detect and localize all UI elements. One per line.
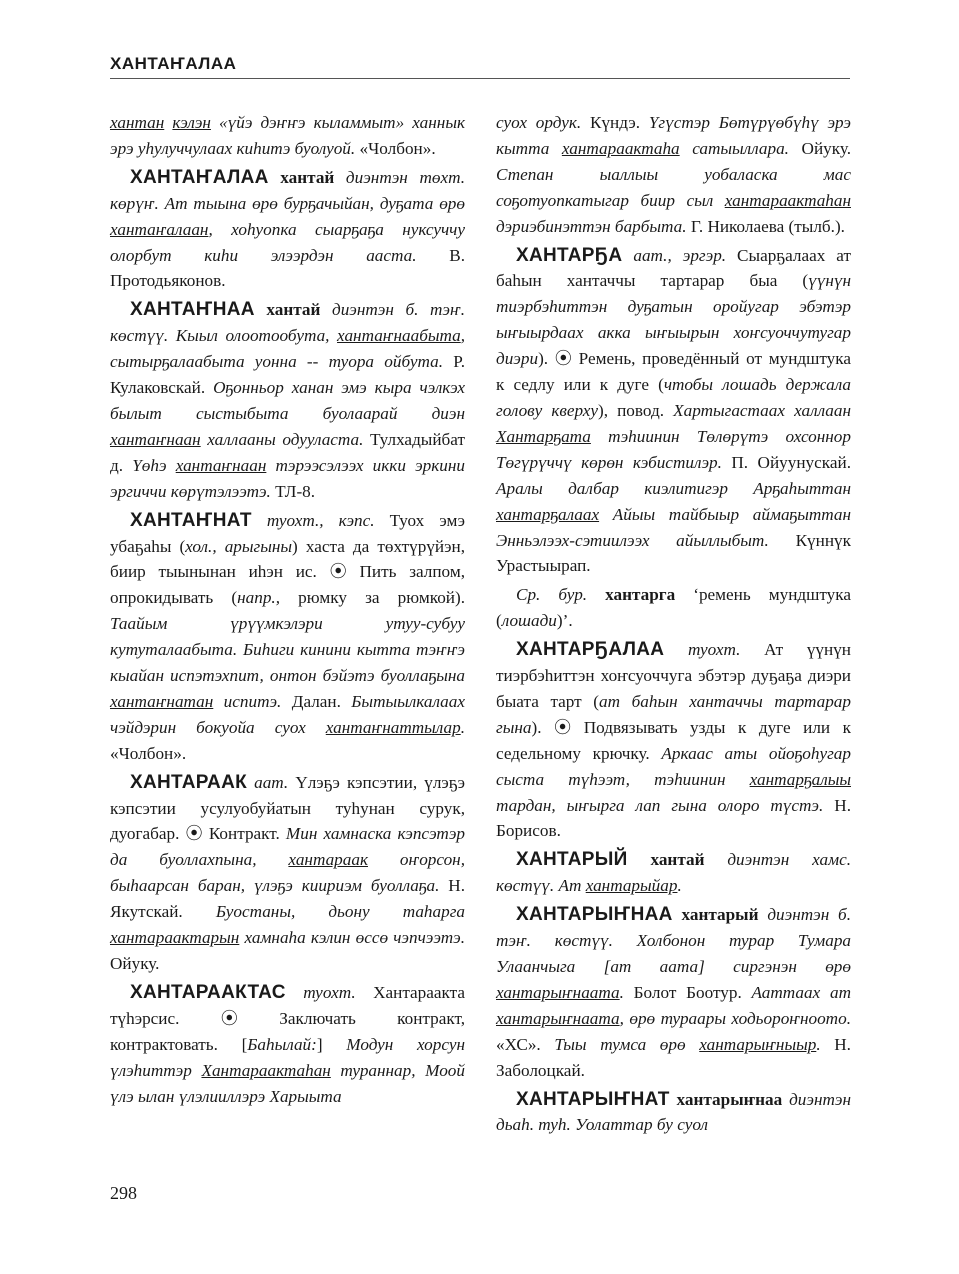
entry-example-text: Ат bbox=[554, 876, 586, 896]
entry-headword: ХАНТАҤНАА bbox=[130, 299, 255, 321]
entry-example-text: суох ордук. bbox=[496, 113, 582, 132]
entry-example-text: тардан, ыҥырга лап гына олоро түстэ. bbox=[496, 795, 824, 815]
entry-text: Р. Кулаковскай. bbox=[110, 352, 465, 398]
entry-underlined-form: хантаҥнаан bbox=[110, 429, 201, 449]
entry-example-text: диэнтэн төхт. көрүҥ. bbox=[110, 167, 465, 213]
entry-example-text: Үгүстэр Бөтүрүөбүһү эрэ кытта bbox=[496, 113, 851, 158]
entry-underlined-form: Хантараактаһан bbox=[201, 1060, 331, 1080]
entry-example-text: диэнтэн б. тэҥ. көстүү. bbox=[496, 905, 851, 951]
entry-example-text: Таайым үрүүмкэлэри утуу-субуу кутуталаабыта. Биһиги кинини кытта тэҥҥэ кыайан испэтэхпит, онтон бэйэтэ буоллаҕына bbox=[110, 614, 465, 686]
entry-text: Болот Боотур. bbox=[623, 982, 752, 1002]
entry-text: ‘ремень мундштука ( bbox=[496, 585, 851, 631]
entry-text: )’. bbox=[556, 611, 573, 631]
entry-text bbox=[269, 168, 281, 187]
entry-text: Үлэҕэ кэпсэтии, үлэҕэ кэпсэтии усулуобуйатын туһунан сурук, дуогабар. ⦿ Контракт. bbox=[110, 772, 466, 844]
entry-example-text: оҥорсон, быһаарсан баран, үлэҕэ киириэм буоллаҕа. bbox=[110, 850, 465, 896]
entry-example-text: испитэ. bbox=[213, 691, 282, 711]
entry-text: ), повод. bbox=[597, 400, 674, 420]
entry-example-text: Аркаас аты ойоҕоһугар сыста түһээт, тэһиинин bbox=[496, 743, 851, 789]
entry-example-text: аат. bbox=[254, 772, 289, 792]
entry-example-text: туохт., кэпс. bbox=[266, 510, 375, 530]
entry-text: Ат үүнүн тиэрбэһиттэн хоҥсуоччуга эбэтэр дуҕаҕа диэри быата тарт ( bbox=[496, 640, 852, 711]
entry-text: Күннүк Урастыырап. bbox=[496, 530, 851, 576]
entry-example-text: Буостаны, дьону таһарга bbox=[215, 902, 465, 922]
entry-text: Н. Борисов. bbox=[496, 795, 851, 841]
entry-example-text: Үөһэ bbox=[132, 455, 176, 475]
entry-text: П. Ойуунускай. bbox=[721, 452, 851, 472]
entry-example-text: , хоһуопка сыарҕаҕа нуксуччу олорбут киһи элээрдэн ааста. bbox=[110, 219, 465, 265]
entry-underlined-form: хантарҕалыы bbox=[749, 769, 851, 789]
entry-hantaraaktas bbox=[110, 980, 465, 1110]
entry-example-text: Ср. бур. bbox=[516, 585, 588, 605]
entry-text: В. Протодьяконов. bbox=[110, 245, 465, 291]
entry-underlined-form: хантараактарын bbox=[110, 928, 240, 948]
entry-underlined-form: хантараак bbox=[288, 850, 368, 870]
entry-example-text: , сытырҕалаабыта уонна -- туора ойбута. bbox=[110, 326, 465, 372]
entry-text: «Чолбон». bbox=[355, 138, 436, 158]
entry-example-text: ] сиргэнэн өрө bbox=[698, 957, 851, 976]
entry-text: ] bbox=[316, 1034, 347, 1054]
entry-hantaryngnat bbox=[496, 1087, 851, 1139]
entry-example-text: халлааны одууласта. bbox=[200, 429, 364, 449]
entry-text: ) хаста да төхтүрүйэн, биир тыынынан иһэн ис. ⦿ Пить залпом, опрокидывать ( bbox=[110, 536, 465, 608]
entry-example-text: туохт. bbox=[303, 982, 356, 1002]
entry-headword: ХАНТАРЫҤНАТ bbox=[516, 1088, 670, 1110]
entry-reference-word: хантарга bbox=[605, 585, 676, 605]
entry-underlined-form: хантарыйар bbox=[585, 876, 678, 896]
entry-reference-word: хантай bbox=[280, 167, 335, 187]
entry-example-text: сатыыллара. bbox=[679, 138, 789, 158]
entry-example-text: Баһылай: bbox=[247, 1034, 317, 1054]
entry-text: Н. Заболоцкай. bbox=[496, 1034, 851, 1080]
entry-underlined-form: Хантарҕата bbox=[496, 426, 591, 446]
entry-reference-word: хантай bbox=[650, 850, 705, 870]
entry-example-text: Холбонон турар Тумара Улаанчыга [ bbox=[496, 931, 852, 976]
left-column bbox=[110, 110, 465, 1112]
entry-text: Ойуку. bbox=[110, 954, 160, 973]
entry-text: Сыарҕалаах ат баһын хантаччы тартарар быа ( bbox=[496, 245, 852, 291]
entry-hantarga bbox=[496, 243, 851, 580]
entry-text: Туох эмэ убаҕаһы ( bbox=[110, 510, 466, 556]
entry-hantargalaa bbox=[496, 637, 851, 844]
entry-example-text: Ат тыына өрө бурҕачыйан, дуҕата өрө bbox=[158, 193, 465, 213]
entry-example-text: диэнтэн б. тэҥ. көстүү. bbox=[110, 300, 465, 346]
right-column bbox=[496, 110, 851, 1141]
entry-example-text: Ааттаах ат bbox=[751, 982, 851, 1002]
entry-hantaraak bbox=[110, 770, 465, 977]
entry-example-text: Тыы тумса өрө bbox=[554, 1034, 700, 1054]
entry-example-text: үүнүн тиэрбэһиттэн дуҕатын оройугар эбэтэр ыҥыырдаах акка ыҥыырын хоҥсуоччутугар диэри bbox=[496, 271, 851, 369]
entry-underlined-form: хантаҥнаабыта bbox=[337, 326, 461, 346]
entry-underlined-form: хантан bbox=[110, 113, 165, 132]
entry-text bbox=[255, 300, 267, 319]
entry-sr-bur bbox=[496, 582, 851, 634]
entry-example-text: Айыы тайбыыр аймаҕыттан Энньэлээх-сэтиилээх айыллыбыт. bbox=[496, 504, 851, 550]
entry-text: рюмку за рюмкой). bbox=[280, 588, 466, 608]
entry-hantaryngnaa bbox=[496, 902, 851, 1083]
entry-text bbox=[622, 246, 633, 265]
entry-hantangnaa bbox=[110, 297, 465, 504]
entry-underlined-form: хантараактаһа bbox=[561, 138, 680, 158]
entry-example-text: . bbox=[619, 982, 624, 1002]
page-number: 298 bbox=[110, 1183, 137, 1203]
header-title: ХАНТАҤАЛАА bbox=[110, 54, 237, 73]
entry-headword: ХАНТАРААК bbox=[130, 771, 247, 793]
entry-headword: ХАНТАҤАЛАА bbox=[130, 166, 269, 188]
entry-example-text: тураннар, Моой үлэ ылан үлэлииллэрэ Харыыта bbox=[110, 1060, 465, 1106]
entry-example-text: Кыыл олоотообута, bbox=[168, 326, 338, 346]
entry-example-text: , өрө тураары ходьороҥноото. bbox=[619, 1008, 851, 1028]
entry-text: Тулхадыйбат д. bbox=[110, 429, 465, 475]
entry-hantangnat bbox=[110, 508, 465, 767]
entry-headword: ХАНТАРААКТАС bbox=[130, 981, 286, 1003]
entry-text: ). ⦿ Ремень, проведённый от мундштука к седлу или к дуге ( bbox=[496, 349, 851, 395]
entry-example-text: чтобы лошадь держала голову кверху bbox=[496, 375, 851, 420]
running-header bbox=[110, 54, 850, 79]
entry-example-text: диэнтэн дьаһ. туһ. bbox=[496, 1089, 851, 1135]
entry-example-text: . bbox=[677, 876, 682, 896]
entry-example-text: диэнтэн хамс. көстүү. bbox=[496, 850, 851, 896]
entry-text: Ойуку. bbox=[788, 138, 852, 158]
entry-text bbox=[628, 850, 651, 869]
entry-underlined-form: хантарҕалаах bbox=[496, 504, 600, 524]
entry-text: «Чолбон». bbox=[110, 743, 187, 763]
entry-underlined-form: хантарыҥнаата bbox=[496, 982, 620, 1002]
entry-example-text: эргэр. bbox=[682, 245, 727, 265]
entry-example-text: ат аата bbox=[610, 957, 699, 976]
entry-example-text: . bbox=[816, 1034, 821, 1054]
entry-cont-right bbox=[496, 110, 851, 240]
entry-headword: ХАНТАРҔА bbox=[516, 244, 623, 266]
entry-underlined-form: хантаҥнатан bbox=[110, 691, 214, 711]
entry-underlined-form: хантаҥнаттылар bbox=[325, 717, 461, 737]
entry-headword: ХАНТАРЫЙ bbox=[516, 849, 628, 871]
entry-text bbox=[587, 585, 605, 604]
entry-example-text: «үйэ дэҥҥэ кыламмыт» ханнык эрэ уһулуччулаах киһитэ буолуой. bbox=[110, 113, 465, 158]
entry-reference-word: хантай bbox=[266, 300, 321, 320]
entry-text bbox=[252, 511, 267, 530]
entry-example-text: Бытыылкалаах чэйдэрин бокуойа суох bbox=[110, 691, 465, 737]
entry-example-text: хамнаһа кэлин өссө чэпчээтэ. bbox=[239, 928, 465, 948]
entry-text: «ХС». bbox=[496, 1034, 555, 1054]
entry-underlined-form: хантаҥнаан bbox=[175, 455, 267, 475]
entry-underlined-form: кэлэн bbox=[172, 113, 211, 132]
entry-hantangalaa bbox=[110, 165, 465, 295]
entry-underlined-form: хантаҥалаан bbox=[110, 219, 209, 239]
entry-cont-top bbox=[110, 110, 465, 162]
entry-text: Хантараакта түһэрсис. ⦿ Заключать контракт, контрактовать. [ bbox=[110, 982, 465, 1054]
entry-example-text: лошади bbox=[501, 611, 557, 631]
entry-text bbox=[286, 983, 303, 1002]
entry-example-text: Аралы далбар киэлитигэр Арҕаһыттан bbox=[496, 478, 851, 498]
entry-text: ). ⦿ Подвязывать узды к дуге или к седельному крючку. bbox=[496, 717, 851, 763]
entry-example-text: Модун хорсун үлэһиттэр bbox=[110, 1034, 465, 1080]
entry-hantaryy bbox=[496, 847, 851, 899]
entry-headword: ХАНТАРҔАЛАА bbox=[516, 639, 665, 661]
entry-underlined-form: хантарыҥнаата bbox=[496, 1008, 620, 1028]
entry-example-text: Оҕонньор ханан эмэ кыра чэлкэх былыт сыстыбыта буолаарай диэн bbox=[110, 378, 465, 423]
entry-headword: ХАНТАРЫҤНАА bbox=[516, 904, 673, 926]
entry-text: Далан. bbox=[281, 691, 352, 711]
entry-text bbox=[672, 246, 683, 265]
entry-example-text: ат баһын хантаччы тартарар гына bbox=[496, 691, 851, 737]
entry-example-text: Хартыгастаах халлаан bbox=[673, 400, 851, 420]
entry-example-text: туохт. bbox=[687, 640, 741, 660]
entry-text bbox=[673, 905, 682, 924]
entry-text bbox=[664, 640, 688, 659]
entry-headword: ХАНТАҤНАТ bbox=[130, 509, 252, 531]
entry-underlined-form: хантараактаһан bbox=[724, 190, 851, 210]
entry-example-text: Мин хамнаска кэпсэтэр да буоллахпына, bbox=[110, 824, 465, 870]
entry-example-text: тэһиинин Төлөрүтэ охсоннор Төгүрүччү көрөн кэбистилэр. bbox=[496, 426, 851, 472]
entry-example-text: аат., bbox=[633, 245, 672, 265]
entry-example-text: тэрээсэлээх икки эркини эргиччи көрүтэлээтэ. bbox=[110, 455, 466, 501]
entry-text: Н. Якутскай. bbox=[110, 876, 465, 922]
entry-example-text: . bbox=[460, 717, 465, 737]
entry-underlined-form: хантарыҥныыр bbox=[699, 1034, 817, 1054]
entry-text: ТЛ-8. bbox=[270, 481, 316, 501]
entry-text: Г. Николаева (тылб.). bbox=[686, 216, 845, 236]
entry-reference-word: хантарый bbox=[681, 905, 759, 925]
entry-example-text: дэриэбинэттэн барбыта. bbox=[496, 216, 687, 236]
entry-text: Күндэ. bbox=[581, 113, 649, 132]
entry-example-text: хол., арыгыны bbox=[185, 536, 293, 556]
entry-example-text: Уолаттар бу суол bbox=[570, 1115, 708, 1135]
entry-reference-word: хантарыҥнаа bbox=[676, 1089, 783, 1109]
entry-text bbox=[670, 1090, 677, 1109]
entry-example-text: Степан ыаллыы уобаласка мас соҕотуопкатыгар биир сыл bbox=[496, 164, 851, 210]
entry-example-text: напр., bbox=[237, 588, 281, 608]
